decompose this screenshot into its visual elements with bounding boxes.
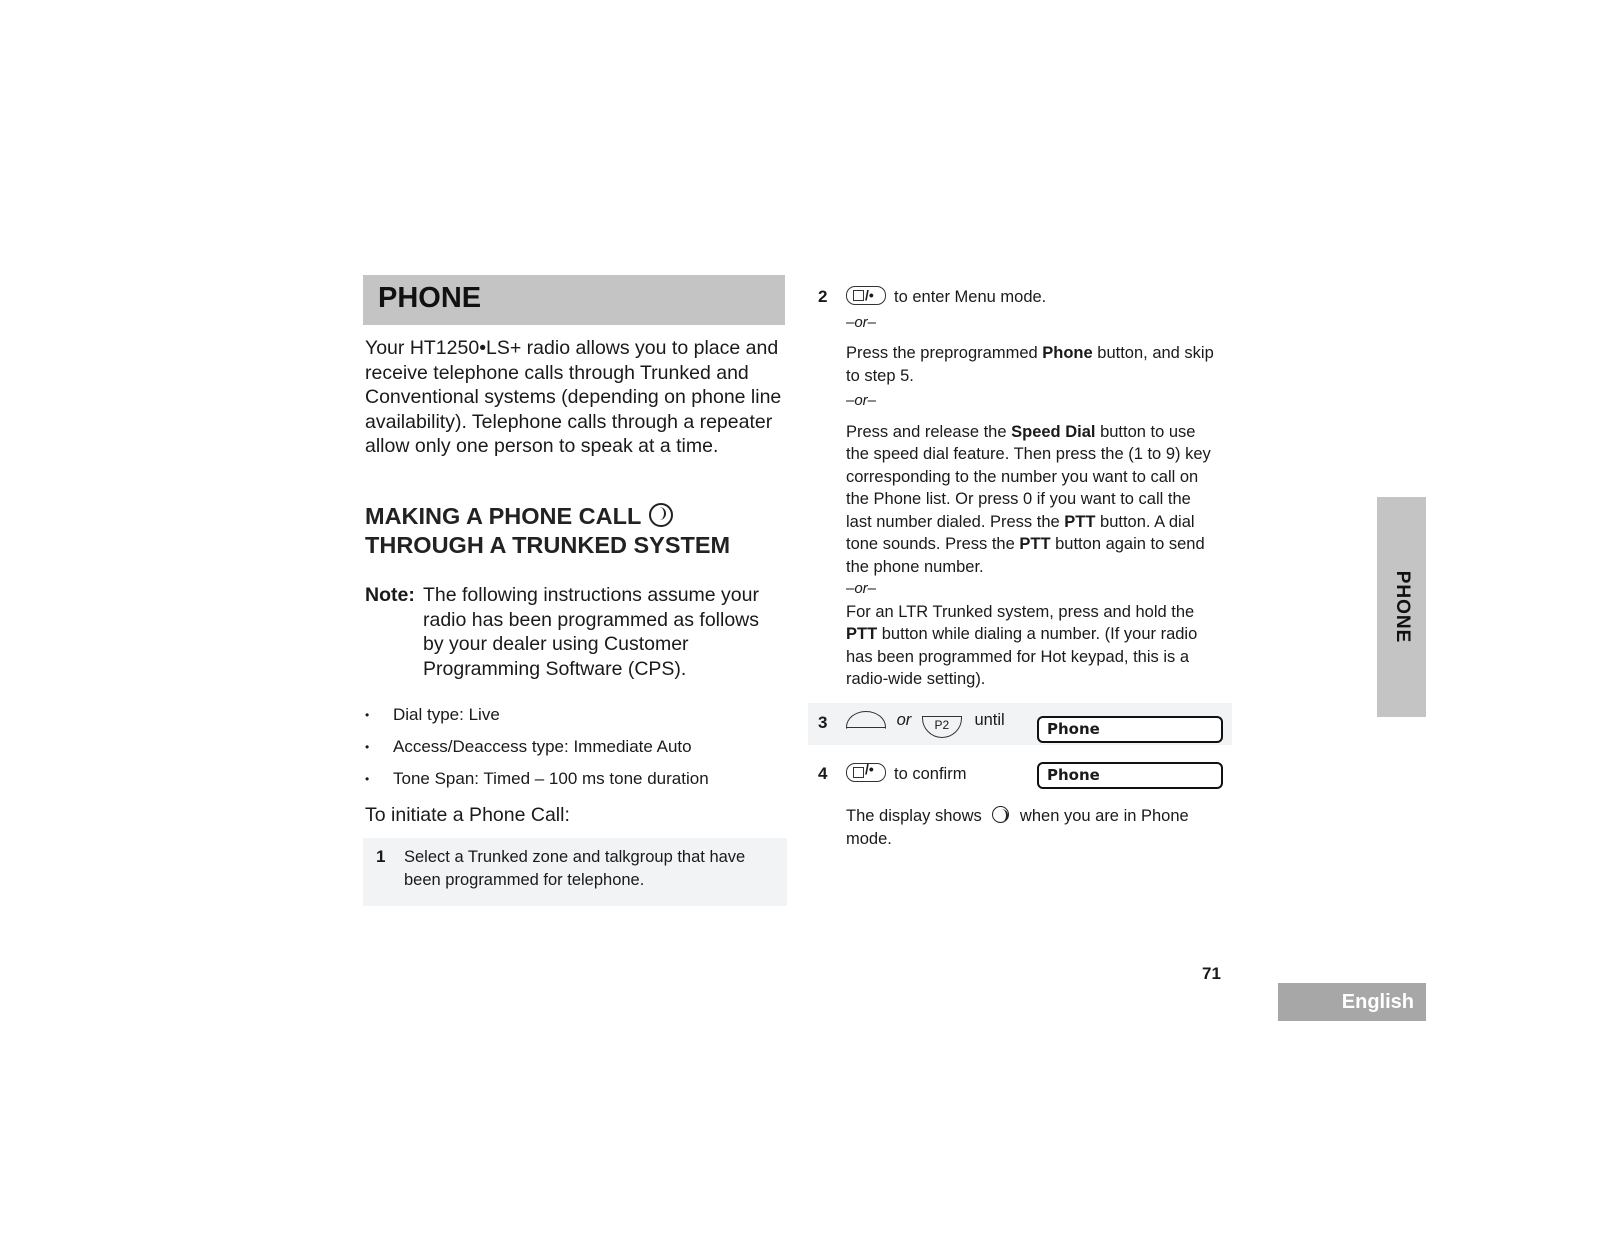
- step-2-alt-2: [846, 421, 1220, 579]
- or-text: or: [896, 711, 912, 729]
- text: button again to send the phone number.: [846, 535, 1205, 576]
- phone-button-label: Phone: [1042, 344, 1093, 362]
- side-tab: [1377, 497, 1426, 717]
- text: For an LTR Trunked system, press and hold the: [846, 602, 1195, 621]
- text: Press the preprogrammed: [846, 344, 1043, 362]
- ptt-label: PTT: [846, 625, 878, 643]
- ptt-label: PTT: [1019, 535, 1051, 553]
- ptt-label: PTT: [1064, 512, 1096, 531]
- step-number: 4: [818, 764, 828, 783]
- menu-button-icon: [846, 286, 886, 305]
- step-text: to confirm: [894, 765, 967, 783]
- p2-button-icon: P2: [922, 716, 962, 738]
- step-number: 1: [376, 847, 386, 866]
- step-text: to enter Menu mode.: [894, 288, 1047, 306]
- text: when you are in Phone mode.: [846, 807, 1189, 848]
- list-item: • Tone Span: Timed – 100 ms tone duration: [365, 768, 785, 800]
- speed-dial-label: Speed Dial: [1011, 422, 1096, 441]
- step-4-instruction: [846, 763, 966, 784]
- side-tab-label: PHONE: [1391, 570, 1413, 644]
- language-tab: English: [1278, 983, 1426, 1021]
- or-separator: –or–: [846, 580, 877, 597]
- menu-button-icon: [846, 763, 886, 782]
- sub-heading-line2: THROUGH A TRUNKED SYSTEM: [365, 532, 731, 558]
- up-arrow-icon: [846, 711, 886, 729]
- or-separator: –or–: [846, 392, 877, 409]
- step-2-main: [846, 286, 1220, 309]
- text: button while dialing a number. (If your radio has been programmed for Hot keypad, this is a radio-wide setting).: [846, 625, 1198, 688]
- note-block: [365, 583, 785, 681]
- or-separator: –or–: [846, 313, 877, 331]
- section-header: [363, 275, 785, 325]
- note-text: The following instructions assume your radio has been programmed as follows by your dealer using Customer Programming Software (CPS).: [423, 584, 760, 680]
- step-2-body: [846, 286, 1220, 691]
- text: Press and release the: [846, 422, 1012, 441]
- text: The display shows: [846, 807, 982, 825]
- lcd-display: Phone: [1037, 762, 1223, 789]
- step-number: 3: [818, 713, 828, 732]
- step-2-alt-1: [846, 342, 1220, 387]
- phone-mode-icon: [992, 806, 1009, 823]
- note-label: Note:: [365, 584, 415, 606]
- sub-heading-line1: MAKING A PHONE CALL: [365, 503, 642, 529]
- sub-heading: [365, 502, 785, 560]
- step-number: 2: [818, 287, 828, 306]
- list-item: • Dial type: Live: [365, 704, 785, 736]
- text: button. A dial tone sounds. Press the: [846, 512, 1195, 553]
- until-text: until: [974, 711, 1005, 729]
- initiate-label: To initiate a Phone Call:: [365, 804, 570, 826]
- step-1: [363, 838, 787, 906]
- lcd-display: Phone: [1037, 716, 1223, 743]
- list-item: • Access/Deaccess type: Immediate Auto: [365, 736, 785, 768]
- text: button, and skip to step 5.: [846, 344, 1214, 385]
- section-title: PHONE: [378, 282, 482, 314]
- text: button to use the speed dial feature. Then press the (1 to 9) key corresponding to the number you want to call on the Phone list. Or press 0 if you want to call the last number dialed. Press the: [846, 422, 1211, 531]
- step-3-instruction: [846, 711, 1005, 738]
- step-text: Select a Trunked zone and talkgroup that have been programmed for telephone.: [404, 848, 746, 889]
- page-number: 71: [1202, 964, 1221, 983]
- display-note: [846, 805, 1236, 850]
- intro-paragraph: Your HT1250•LS+ radio allows you to place and receive telephone calls through Trunked and Conventional systems (depending on phone line availability). Telephone calls through a repeater allow only one person to speak at a time.: [365, 337, 782, 457]
- step-2-alt-3: [846, 601, 1220, 691]
- settings-list: [365, 704, 785, 800]
- phone-mode-icon: [649, 503, 673, 527]
